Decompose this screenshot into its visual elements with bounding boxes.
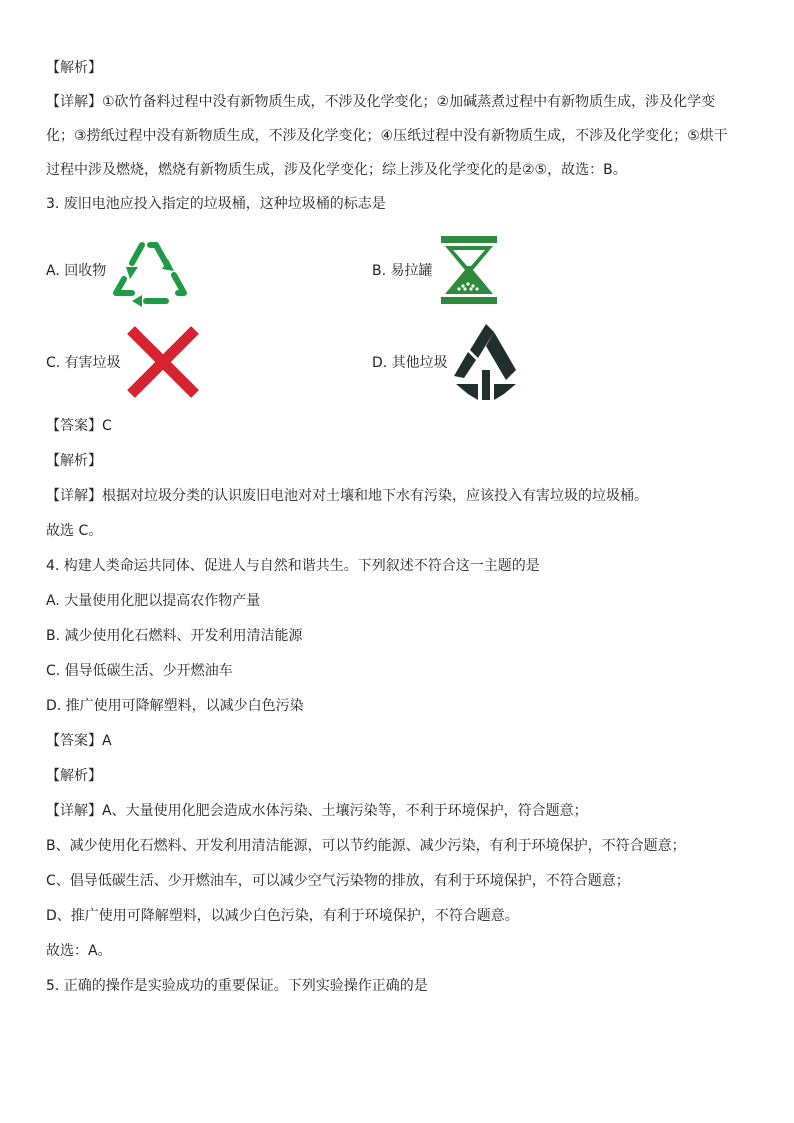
q4-analysis-heading: 【解析】 [46,768,102,784]
q3-option-d [372,322,522,402]
q3-options-row-2 [0,322,794,402]
recycle-icon [108,233,190,307]
hazardous-waste-icon [125,324,201,400]
q4-option-d: D. 推广使用可降解塑料，以减少白色污染 [46,698,304,714]
detail-line-3: 过程中涉及燃烧，燃烧有新物质生成，涉及化学变化；综上涉及化学变化的是②⑤，故选：B。 [46,162,627,178]
can-recycling-icon [437,234,501,306]
q3-option-b-label: B. 易拉罐 [372,263,433,279]
q3-answer: 【答案】C [46,418,112,434]
analysis-heading: 【解析】 [46,60,102,76]
q4-detail-c: C、倡导低碳生活、少开燃油车，可以减少空气污染物的排放，有利于环境保护，不符合题意； [46,873,630,889]
q4-conclusion: 故选：A。 [46,943,112,959]
detail-line-2: 化；③捞纸过程中没有新物质生成，不涉及化学变化；④压纸过程中没有新物质生成，不涉及化学变化；⑤烘干 [46,128,728,144]
question-4: 4. 构建人类命运共同体、促进人与自然和谐共生。下列叙述不符合这一主题的是 [46,558,540,574]
detail-line-1: 【详解】①砍竹备料过程中没有新物质生成，不涉及化学变化；②加碱蒸煮过程中有新物质生成，涉及化学变 [46,94,716,110]
q3-option-b [372,230,501,310]
q4-detail-b: B、减少使用化石燃料、开发利用清洁能源，可以节约能源、减少污染，有利于环境保护，不符合题意； [46,838,686,854]
q3-option-a [46,230,190,310]
q4-answer: 【答案】A [46,733,112,749]
q4-detail-a: 【详解】A、大量使用化肥会造成水体污染、土壤污染等，不利于环境保护，符合题意； [46,803,588,819]
q3-option-d-label: D. 其他垃圾 [372,355,448,371]
q3-conclusion: 故选 C。 [46,523,103,539]
q4-detail-d: D、推广使用可降解塑料，以减少白色污染，有利于环境保护，不符合题意。 [46,908,519,924]
q4-option-b: B. 减少使用化石燃料、开发利用清洁能源 [46,628,303,644]
question-3: 3. 废旧电池应投入指定的垃圾桶，这种垃圾桶的标志是 [46,196,386,212]
q4-option-c: C. 倡导低碳生活、少开燃油车 [46,663,233,679]
q4-option-a: A. 大量使用化肥以提高农作物产量 [46,593,261,609]
q3-detail: 【详解】根据对垃圾分类的认识废旧电池对对土壤和地下水有污染，应该投入有害垃圾的垃圾桶。 [46,488,648,504]
question-5: 5. 正确的操作是实验成功的重要保证。下列实验操作正确的是 [46,978,428,994]
q3-analysis-heading: 【解析】 [46,453,102,469]
q3-option-a-label: A. 回收物 [46,263,107,279]
q3-option-c-label: C. 有害垃圾 [46,355,121,371]
q3-option-c [46,322,201,402]
other-waste-icon [450,322,522,402]
q3-options-row-1 [0,230,794,310]
